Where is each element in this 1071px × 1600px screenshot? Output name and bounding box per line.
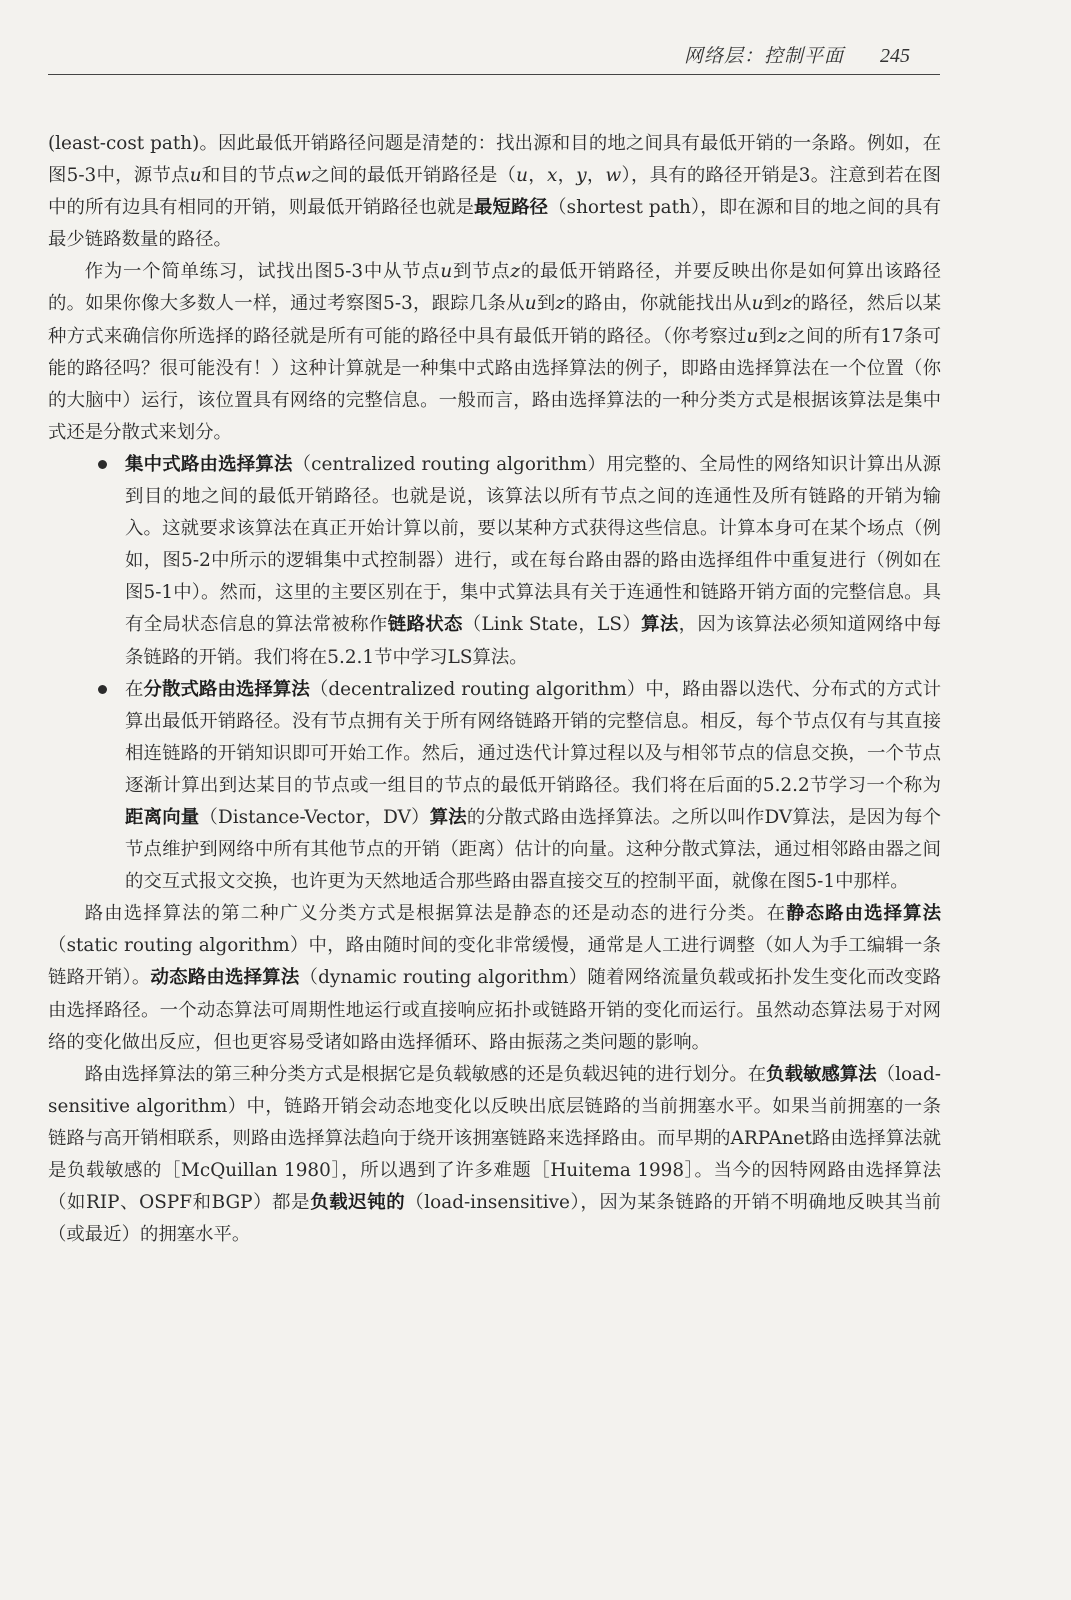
text-run: （shortest path），即在源和目的地之间的具有最少链路数量的路径。 bbox=[48, 197, 941, 251]
paragraph bbox=[48, 898, 941, 1058]
italic-variable: u bbox=[189, 165, 202, 187]
italic-variable: u bbox=[746, 325, 759, 347]
text-run: 的路径，然后以某种方式来确信你所选择的路径就是所有可能的路径中具有最低开销的路径。（你考察过 bbox=[48, 293, 941, 347]
text-run: （centralized routing algorithm）用完整的、全局性的网络知识计算出从源到目的地之间的最低开销路径。也就是说，该算法以所有节点之间的连通性及所有链路的开销为输入。这就要求该算法在真正开始计算以前，要以某种方式获得这些信息。计算本身可在某个场点（例如，图5-2中所示的逻辑集中式控制器）进行，或在每台路由器的路由选择组件中重复进行（例如在图5-1中）。然而，这里的主要区别在于，集中式算法具有关于连通性和链路开销方面的完整信息。具有全局状态信息的算法常被称作 bbox=[125, 453, 941, 636]
text-run: 的最低开销路径，并要反映出你是如何算出该路径的。如果你像大多数人一样，通过考察图5-3，跟踪几条从 bbox=[48, 261, 941, 315]
bold-term: 集中式路由选择算法 bbox=[125, 453, 293, 475]
text-run: （load-sensitive algorithm）中，链路开销会动态地变化以反映出底层链路的当前拥塞水平。如果当前拥塞的一条链路与高开销相联系，则路由选择算法趋向于绕开该拥塞链路来选择路由。而早期的ARPAnet路由选择算法就是负载敏感的［McQuillan 1980］，所以遇到了许多难题［Huitema 1998］。当今的因特网路由选择算法（如RIP、OSPF和BGP）都是 bbox=[48, 1063, 941, 1214]
paragraph bbox=[48, 128, 941, 256]
italic-variable: u bbox=[524, 293, 537, 315]
bold-term: 静态路由选择算法 bbox=[786, 903, 941, 925]
text-run: （Distance-Vector，DV） bbox=[199, 806, 430, 828]
bullet-item-centralized bbox=[48, 449, 941, 674]
bold-term: 算法 bbox=[641, 614, 679, 636]
text-run: （dynamic routing algorithm）随着网络流量负载或拓扑发生变化而改变路由选择路径。一个动态算法可周期性地运行或直接响应拓扑或链路开销的变化而运行。虽然动态算法易于对网络的变化做出反应，但也更容易受诸如路由选择循环、路由振荡之类问题的影响。 bbox=[48, 967, 941, 1053]
italic-variable: w bbox=[605, 165, 622, 187]
text-run: 作为一个简单练习，试找出图5-3中从节点 bbox=[84, 261, 441, 283]
bullet-dot-icon bbox=[98, 460, 107, 469]
text-run: (least-cost path)。因此最低开销路径问题是清楚的：找出源和目的地之间具有最低开销的一条路。例如，在图5-3中，源节点 bbox=[48, 133, 941, 187]
italic-variable: z bbox=[555, 293, 566, 315]
text-run: 和目的节点 bbox=[201, 165, 296, 187]
italic-variable: y bbox=[576, 165, 587, 187]
text-run: 的路由，你就能找出从 bbox=[565, 293, 752, 315]
page-number: 245 bbox=[880, 45, 910, 67]
text-run: （static routing algorithm）中，路由随时间的变化非常缓慢，通常是人工进行调整（如人为手工编辑一条链路开销）。 bbox=[48, 935, 941, 989]
bold-term: 距离向量 bbox=[125, 806, 200, 828]
bold-term: 负载迟钝的 bbox=[310, 1192, 406, 1214]
text-run: 之间的最低开销路径是（ bbox=[310, 165, 517, 187]
italic-variable: u bbox=[751, 293, 764, 315]
italic-variable: z bbox=[777, 325, 787, 347]
text-run: 到 bbox=[536, 293, 556, 315]
text-run: ， bbox=[528, 165, 547, 187]
text-run: ， bbox=[557, 165, 577, 187]
italic-variable: x bbox=[546, 165, 558, 187]
italic-variable: w bbox=[295, 165, 311, 187]
text-run: （load-insensitive），因为某条链路的开销不明确地反映其当前（或最近）的拥塞水平。 bbox=[48, 1192, 942, 1246]
text-run: 到节点 bbox=[452, 261, 511, 283]
italic-variable: z bbox=[782, 293, 793, 315]
italic-variable: u bbox=[440, 261, 453, 283]
bold-term: 负载敏感算法 bbox=[766, 1063, 877, 1085]
italic-variable: z bbox=[510, 261, 521, 283]
bold-term: 分散式路由选择算法 bbox=[143, 678, 310, 700]
text-run: （Link State，LS） bbox=[462, 614, 642, 636]
text-run: 路由选择算法的第二种广义分类方式是根据算法是静态的还是动态的进行分类。在 bbox=[84, 903, 787, 925]
text-run: ， bbox=[586, 165, 606, 187]
bold-term: 动态路由选择算法 bbox=[150, 967, 300, 989]
running-header-section-title: 网络层：控制平面 bbox=[683, 45, 844, 67]
bold-term: 最短路径 bbox=[474, 197, 549, 219]
body-text bbox=[48, 128, 941, 1251]
text-run: 在 bbox=[125, 678, 144, 700]
bullet-dot-icon bbox=[98, 685, 107, 694]
text-run: 路由选择算法的第三种分类方式是根据它是负载敏感的还是负载迟钝的进行划分。在 bbox=[84, 1063, 767, 1085]
text-run: ，因为该算法必须知道网络中每条链路的开销。我们将在5.2.1节中学习LS算法。 bbox=[125, 614, 941, 668]
bold-term: 链路状态 bbox=[387, 614, 463, 636]
text-run: 的分散式路由选择算法。之所以叫作DV算法，是因为每个节点维护到网络中所有其他节点的开销（距离）估计的向量。这种分散式算法，通过相邻路由器之间的交互式报文交换，也许更为天然地适合那些路由器直接交互的控制平面，就像在图5-1中那样。 bbox=[125, 806, 941, 893]
paragraph bbox=[48, 256, 941, 449]
text-run: ），具有的路径开销是3。注意到若在图中的所有边具有相同的开销，则最低开销路径也就是 bbox=[48, 165, 941, 219]
text-run: 到 bbox=[758, 325, 778, 347]
text-run: 到 bbox=[763, 293, 783, 315]
text-run: （decentralized routing algorithm）中，路由器以迭代、分布式的方式计算出最低开销路径。没有节点拥有关于所有网络链路开销的完整信息。相反，每个节点仅有与其直接相连链路的开销知识即可开始工作。然后，通过迭代计算过程以及与相邻节点的信息交换，一个节点逐渐计算出到达某目的节点或一组目的节点的最低开销路径。我们将在后面的5.2.2节学习一个称为 bbox=[125, 678, 941, 796]
bold-term: 算法 bbox=[429, 806, 467, 828]
bullet-item-decentralized bbox=[48, 674, 941, 899]
paragraph bbox=[48, 1059, 941, 1252]
running-header bbox=[48, 38, 940, 75]
italic-variable: u bbox=[516, 165, 529, 187]
text-run: 之间的所有17条可能的路径吗？很可能没有！）这种计算就是一种集中式路由选择算法的例子，即路由选择算法在一个位置（你的大脑中）运行，该位置具有网络的完整信息。一般而言，路由选择算法的一种分类方式是根据该算法是集中式还是分散式来划分。 bbox=[48, 325, 941, 443]
